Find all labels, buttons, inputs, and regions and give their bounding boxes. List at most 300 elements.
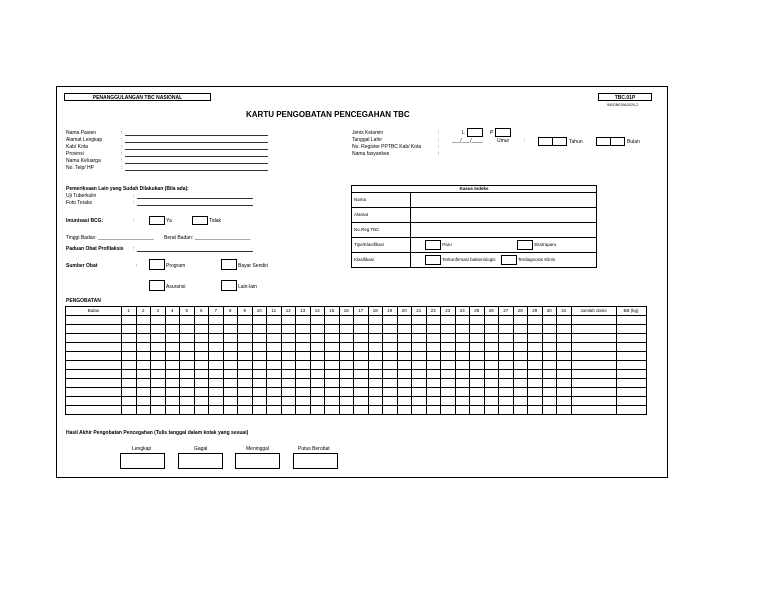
- age-year-box-1[interactable]: [538, 137, 553, 146]
- table-cell[interactable]: [383, 343, 398, 352]
- table-cell[interactable]: [484, 370, 499, 379]
- table-cell[interactable]: [557, 343, 572, 352]
- table-cell[interactable]: [542, 406, 557, 415]
- table-cell[interactable]: [325, 343, 340, 352]
- table-cell[interactable]: [122, 325, 137, 334]
- table-cell[interactable]: [441, 316, 456, 325]
- table-cell[interactable]: [397, 352, 412, 361]
- table-cell[interactable]: [238, 397, 253, 406]
- table-cell[interactable]: [151, 388, 166, 397]
- table-cell[interactable]: [151, 370, 166, 379]
- table-cell[interactable]: [616, 406, 646, 415]
- table-cell[interactable]: [223, 316, 238, 325]
- table-cell[interactable]: [528, 397, 543, 406]
- table-cell[interactable]: [136, 406, 151, 415]
- table-cell[interactable]: [267, 334, 282, 343]
- sex-p-checkbox[interactable]: [495, 128, 511, 137]
- field-telp[interactable]: [125, 170, 268, 171]
- table-cell[interactable]: [180, 388, 195, 397]
- table-cell[interactable]: [194, 316, 209, 325]
- table-cell[interactable]: [151, 397, 166, 406]
- table-cell[interactable]: [557, 370, 572, 379]
- table-cell[interactable]: [223, 361, 238, 370]
- table-cell[interactable]: [223, 388, 238, 397]
- table-cell[interactable]: [354, 325, 369, 334]
- age-month-box-2[interactable]: [610, 137, 625, 146]
- table-cell[interactable]: [513, 343, 528, 352]
- table-cell[interactable]: [470, 379, 485, 388]
- table-cell[interactable]: [455, 388, 470, 397]
- paru-checkbox[interactable]: [425, 240, 441, 250]
- sumber-asuransi-checkbox[interactable]: [149, 280, 165, 291]
- field-paduan[interactable]: [137, 251, 253, 252]
- table-cell[interactable]: [339, 343, 354, 352]
- table-cell[interactable]: [557, 334, 572, 343]
- table-cell[interactable]: [354, 406, 369, 415]
- table-cell[interactable]: [151, 334, 166, 343]
- table-cell[interactable]: [528, 361, 543, 370]
- table-cell[interactable]: [368, 397, 383, 406]
- table-cell[interactable]: [136, 397, 151, 406]
- table-cell[interactable]: [470, 343, 485, 352]
- table-cell[interactable]: [354, 361, 369, 370]
- table-cell[interactable]: [368, 370, 383, 379]
- table-cell[interactable]: [66, 316, 122, 325]
- table-cell[interactable]: [267, 406, 282, 415]
- table-cell[interactable]: [542, 361, 557, 370]
- outcome-meninggal-box[interactable]: [235, 453, 280, 469]
- table-cell[interactable]: [513, 334, 528, 343]
- field-nama-pasien[interactable]: [125, 135, 268, 136]
- field-kab-kota[interactable]: [125, 149, 268, 150]
- table-cell[interactable]: [66, 343, 122, 352]
- table-cell[interactable]: [194, 361, 209, 370]
- table-cell[interactable]: [180, 379, 195, 388]
- table-cell[interactable]: [209, 379, 224, 388]
- table-cell[interactable]: [165, 334, 180, 343]
- table-cell[interactable]: [122, 343, 137, 352]
- table-cell[interactable]: [513, 316, 528, 325]
- table-cell[interactable]: [339, 361, 354, 370]
- table-cell[interactable]: [441, 370, 456, 379]
- table-cell[interactable]: [238, 334, 253, 343]
- table-cell[interactable]: [397, 406, 412, 415]
- table-cell[interactable]: [151, 361, 166, 370]
- table-cell[interactable]: [310, 325, 325, 334]
- table-cell[interactable]: [499, 316, 514, 325]
- table-cell[interactable]: [397, 379, 412, 388]
- table-cell[interactable]: [426, 397, 441, 406]
- table-cell[interactable]: [412, 379, 427, 388]
- table-cell[interactable]: [368, 325, 383, 334]
- berat-badan[interactable]: Berat Badan: ____________________: [164, 235, 251, 241]
- table-cell[interactable]: [66, 334, 122, 343]
- table-cell[interactable]: [194, 352, 209, 361]
- index-nama-field[interactable]: [411, 193, 597, 208]
- sumber-lain-checkbox[interactable]: [221, 280, 237, 291]
- table-cell[interactable]: [194, 379, 209, 388]
- table-cell[interactable]: [513, 325, 528, 334]
- table-cell[interactable]: [571, 361, 616, 370]
- table-cell[interactable]: [397, 370, 412, 379]
- table-cell[interactable]: [397, 343, 412, 352]
- table-cell[interactable]: [136, 370, 151, 379]
- table-cell[interactable]: [441, 325, 456, 334]
- table-cell[interactable]: [180, 352, 195, 361]
- table-cell[interactable]: [383, 397, 398, 406]
- table-cell[interactable]: [238, 343, 253, 352]
- table-cell[interactable]: [252, 316, 267, 325]
- table-cell[interactable]: [296, 379, 311, 388]
- table-cell[interactable]: [499, 352, 514, 361]
- table-cell[interactable]: [180, 316, 195, 325]
- table-cell[interactable]: [151, 406, 166, 415]
- table-cell[interactable]: [616, 361, 646, 370]
- table-cell[interactable]: [238, 352, 253, 361]
- table-cell[interactable]: [499, 397, 514, 406]
- table-cell[interactable]: [194, 370, 209, 379]
- table-cell[interactable]: [426, 316, 441, 325]
- table-cell[interactable]: [238, 316, 253, 325]
- table-cell[interactable]: [165, 406, 180, 415]
- table-cell[interactable]: [325, 406, 340, 415]
- table-cell[interactable]: [499, 334, 514, 343]
- table-cell[interactable]: [368, 388, 383, 397]
- table-cell[interactable]: [281, 379, 296, 388]
- table-cell[interactable]: [571, 352, 616, 361]
- table-cell[interactable]: [616, 352, 646, 361]
- table-cell[interactable]: [383, 334, 398, 343]
- table-cell[interactable]: [571, 343, 616, 352]
- tinggi-badan[interactable]: Tinggi Badan: ____________________: [66, 235, 154, 241]
- table-cell[interactable]: [513, 370, 528, 379]
- table-cell[interactable]: [484, 334, 499, 343]
- table-cell[interactable]: [310, 379, 325, 388]
- table-cell[interactable]: [252, 370, 267, 379]
- table-cell[interactable]: [383, 388, 398, 397]
- index-alamat-field[interactable]: [411, 208, 597, 223]
- sex-l-checkbox[interactable]: [467, 128, 483, 137]
- table-cell[interactable]: [571, 397, 616, 406]
- table-cell[interactable]: [455, 334, 470, 343]
- table-cell[interactable]: [151, 379, 166, 388]
- table-cell[interactable]: [339, 379, 354, 388]
- table-cell[interactable]: [397, 316, 412, 325]
- table-cell[interactable]: [136, 316, 151, 325]
- table-cell[interactable]: [209, 343, 224, 352]
- outcome-gagal-box[interactable]: [178, 453, 223, 469]
- bcg-ya-checkbox[interactable]: [149, 216, 165, 225]
- table-cell[interactable]: [616, 343, 646, 352]
- table-cell[interactable]: [165, 316, 180, 325]
- table-cell[interactable]: [441, 352, 456, 361]
- table-cell[interactable]: [281, 325, 296, 334]
- table-cell[interactable]: [151, 352, 166, 361]
- table-cell[interactable]: [499, 379, 514, 388]
- table-cell[interactable]: [122, 334, 137, 343]
- table-cell[interactable]: [412, 316, 427, 325]
- table-cell[interactable]: [513, 406, 528, 415]
- table-cell[interactable]: [470, 352, 485, 361]
- sumber-program-checkbox[interactable]: [149, 259, 165, 270]
- table-cell[interactable]: [513, 352, 528, 361]
- table-cell[interactable]: [571, 388, 616, 397]
- table-cell[interactable]: [441, 406, 456, 415]
- table-cell[interactable]: [499, 388, 514, 397]
- table-cell[interactable]: [223, 334, 238, 343]
- table-cell[interactable]: [267, 361, 282, 370]
- table-cell[interactable]: [66, 397, 122, 406]
- table-cell[interactable]: [281, 361, 296, 370]
- table-cell[interactable]: [426, 370, 441, 379]
- table-cell[interactable]: [542, 316, 557, 325]
- table-cell[interactable]: [354, 316, 369, 325]
- table-cell[interactable]: [180, 370, 195, 379]
- table-cell[interactable]: [484, 406, 499, 415]
- table-cell[interactable]: [325, 397, 340, 406]
- table-cell[interactable]: [165, 397, 180, 406]
- table-cell[interactable]: [513, 379, 528, 388]
- ekstraparu-checkbox[interactable]: [517, 240, 533, 250]
- table-cell[interactable]: [252, 361, 267, 370]
- table-cell[interactable]: [238, 325, 253, 334]
- table-cell[interactable]: [223, 406, 238, 415]
- table-cell[interactable]: [542, 379, 557, 388]
- table-cell[interactable]: [528, 334, 543, 343]
- table-cell[interactable]: [368, 379, 383, 388]
- table-cell[interactable]: [310, 370, 325, 379]
- table-cell[interactable]: [165, 343, 180, 352]
- table-cell[interactable]: [252, 406, 267, 415]
- table-cell[interactable]: [354, 397, 369, 406]
- table-cell[interactable]: [557, 397, 572, 406]
- table-cell[interactable]: [296, 397, 311, 406]
- table-cell[interactable]: [180, 334, 195, 343]
- table-cell[interactable]: [66, 379, 122, 388]
- table-cell[interactable]: [296, 334, 311, 343]
- table-cell[interactable]: [412, 361, 427, 370]
- table-cell[interactable]: [426, 361, 441, 370]
- table-cell[interactable]: [209, 334, 224, 343]
- table-cell[interactable]: [455, 361, 470, 370]
- table-cell[interactable]: [499, 370, 514, 379]
- table-cell[interactable]: [426, 388, 441, 397]
- table-cell[interactable]: [151, 325, 166, 334]
- table-cell[interactable]: [616, 370, 646, 379]
- table-cell[interactable]: [325, 352, 340, 361]
- table-cell[interactable]: [136, 361, 151, 370]
- table-cell[interactable]: [426, 325, 441, 334]
- table-cell[interactable]: [354, 334, 369, 343]
- table-cell[interactable]: [136, 325, 151, 334]
- table-cell[interactable]: [542, 370, 557, 379]
- table-cell[interactable]: [528, 370, 543, 379]
- table-cell[interactable]: [194, 397, 209, 406]
- table-cell[interactable]: [296, 406, 311, 415]
- outcome-lengkap-box[interactable]: [120, 453, 165, 469]
- table-cell[interactable]: [557, 352, 572, 361]
- table-cell[interactable]: [339, 325, 354, 334]
- table-cell[interactable]: [368, 334, 383, 343]
- index-noreg-field[interactable]: [411, 223, 597, 238]
- table-cell[interactable]: [528, 406, 543, 415]
- table-cell[interactable]: [528, 388, 543, 397]
- table-cell[interactable]: [165, 388, 180, 397]
- table-cell[interactable]: [397, 397, 412, 406]
- table-cell[interactable]: [209, 388, 224, 397]
- table-cell[interactable]: [616, 388, 646, 397]
- table-cell[interactable]: [296, 352, 311, 361]
- table-cell[interactable]: [426, 343, 441, 352]
- table-cell[interactable]: [136, 334, 151, 343]
- table-cell[interactable]: [296, 316, 311, 325]
- table-cell[interactable]: [383, 370, 398, 379]
- table-cell[interactable]: [426, 379, 441, 388]
- table-cell[interactable]: [571, 406, 616, 415]
- table-cell[interactable]: [238, 388, 253, 397]
- table-cell[interactable]: [499, 406, 514, 415]
- table-cell[interactable]: [66, 352, 122, 361]
- table-cell[interactable]: [368, 343, 383, 352]
- table-cell[interactable]: [194, 334, 209, 343]
- table-cell[interactable]: [412, 406, 427, 415]
- table-cell[interactable]: [397, 325, 412, 334]
- table-cell[interactable]: [616, 325, 646, 334]
- table-cell[interactable]: [528, 352, 543, 361]
- table-cell[interactable]: [325, 388, 340, 397]
- field-foto-toraks[interactable]: [137, 205, 253, 206]
- table-cell[interactable]: [528, 316, 543, 325]
- table-cell[interactable]: [426, 334, 441, 343]
- table-cell[interactable]: [383, 325, 398, 334]
- table-cell[interactable]: [194, 388, 209, 397]
- table-cell[interactable]: [368, 316, 383, 325]
- table-cell[interactable]: [252, 334, 267, 343]
- table-cell[interactable]: [223, 352, 238, 361]
- table-cell[interactable]: [339, 397, 354, 406]
- table-cell[interactable]: [470, 316, 485, 325]
- table-cell[interactable]: [310, 334, 325, 343]
- table-cell[interactable]: [310, 397, 325, 406]
- table-cell[interactable]: [513, 388, 528, 397]
- table-cell[interactable]: [281, 334, 296, 343]
- table-cell[interactable]: [66, 361, 122, 370]
- table-cell[interactable]: [238, 406, 253, 415]
- field-nama-keluarga[interactable]: [125, 163, 268, 164]
- table-cell[interactable]: [455, 325, 470, 334]
- table-cell[interactable]: [66, 406, 122, 415]
- table-cell[interactable]: [499, 325, 514, 334]
- table-cell[interactable]: [412, 334, 427, 343]
- table-cell[interactable]: [571, 379, 616, 388]
- table-cell[interactable]: [136, 352, 151, 361]
- table-cell[interactable]: [441, 379, 456, 388]
- table-cell[interactable]: [528, 325, 543, 334]
- table-cell[interactable]: [310, 343, 325, 352]
- table-cell[interactable]: [281, 406, 296, 415]
- table-cell[interactable]: [151, 343, 166, 352]
- table-cell[interactable]: [557, 379, 572, 388]
- table-cell[interactable]: [499, 361, 514, 370]
- table-cell[interactable]: [238, 361, 253, 370]
- table-cell[interactable]: [412, 370, 427, 379]
- table-cell[interactable]: [455, 406, 470, 415]
- table-cell[interactable]: [455, 316, 470, 325]
- table-cell[interactable]: [267, 388, 282, 397]
- table-cell[interactable]: [412, 352, 427, 361]
- table-cell[interactable]: [339, 406, 354, 415]
- table-cell[interactable]: [325, 361, 340, 370]
- table-cell[interactable]: [281, 352, 296, 361]
- table-cell[interactable]: [325, 325, 340, 334]
- table-cell[interactable]: [368, 406, 383, 415]
- table-cell[interactable]: [426, 352, 441, 361]
- table-cell[interactable]: [223, 370, 238, 379]
- table-cell[interactable]: [354, 379, 369, 388]
- table-cell[interactable]: [542, 397, 557, 406]
- table-cell[interactable]: [484, 397, 499, 406]
- table-cell[interactable]: [441, 343, 456, 352]
- bcg-tidak-checkbox[interactable]: [192, 216, 208, 225]
- table-cell[interactable]: [557, 406, 572, 415]
- table-cell[interactable]: [136, 343, 151, 352]
- table-cell[interactable]: [412, 397, 427, 406]
- table-cell[interactable]: [122, 379, 137, 388]
- table-cell[interactable]: [484, 316, 499, 325]
- table-cell[interactable]: [223, 397, 238, 406]
- table-cell[interactable]: [325, 334, 340, 343]
- table-cell[interactable]: [267, 370, 282, 379]
- table-cell[interactable]: [66, 370, 122, 379]
- table-cell[interactable]: [339, 334, 354, 343]
- table-cell[interactable]: [557, 316, 572, 325]
- table-cell[interactable]: [281, 343, 296, 352]
- table-cell[interactable]: [209, 397, 224, 406]
- table-cell[interactable]: [616, 379, 646, 388]
- table-cell[interactable]: [325, 379, 340, 388]
- table-cell[interactable]: [223, 379, 238, 388]
- table-cell[interactable]: [281, 388, 296, 397]
- table-cell[interactable]: [412, 388, 427, 397]
- table-cell[interactable]: [180, 361, 195, 370]
- table-cell[interactable]: [136, 388, 151, 397]
- table-cell[interactable]: [383, 379, 398, 388]
- table-cell[interactable]: [470, 388, 485, 397]
- table-cell[interactable]: [339, 370, 354, 379]
- table-cell[interactable]: [267, 397, 282, 406]
- table-cell[interactable]: [223, 343, 238, 352]
- table-cell[interactable]: [252, 397, 267, 406]
- sumber-bayar-checkbox[interactable]: [221, 259, 237, 270]
- table-cell[interactable]: [238, 370, 253, 379]
- table-cell[interactable]: [122, 352, 137, 361]
- outcome-putus-box[interactable]: [293, 453, 338, 469]
- table-cell[interactable]: [484, 379, 499, 388]
- terkonfirmasi-checkbox[interactable]: [425, 255, 441, 265]
- table-cell[interactable]: [209, 316, 224, 325]
- table-cell[interactable]: [368, 352, 383, 361]
- table-cell[interactable]: [426, 406, 441, 415]
- table-cell[interactable]: [209, 361, 224, 370]
- table-cell[interactable]: [122, 406, 137, 415]
- table-cell[interactable]: [455, 352, 470, 361]
- table-cell[interactable]: [441, 361, 456, 370]
- table-cell[interactable]: [310, 352, 325, 361]
- table-cell[interactable]: [557, 325, 572, 334]
- table-cell[interactable]: [310, 316, 325, 325]
- table-cell[interactable]: [165, 325, 180, 334]
- table-cell[interactable]: [412, 325, 427, 334]
